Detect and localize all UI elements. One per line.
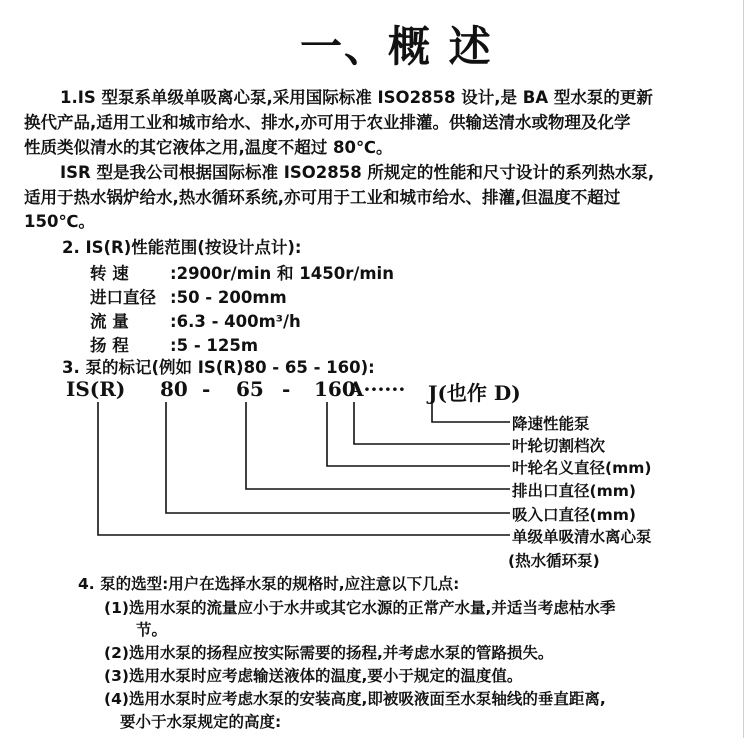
s2-head-value: :5 - 125m bbox=[170, 336, 259, 355]
s1-p2-line3: 150℃。 bbox=[24, 212, 95, 231]
code-impeller: 160 bbox=[314, 377, 356, 401]
label-inlet-diameter: 吸入口直径(mm) bbox=[512, 506, 636, 524]
s1-p1-line2: 换代产品,适用工业和城市给水、排水,亦可用于农业排灌。供输送清水或物理及化学 bbox=[24, 113, 631, 132]
s2-speed-value: :2900r/min 和 1450r/min bbox=[170, 264, 394, 283]
code-outlet: 65 bbox=[236, 377, 264, 401]
s3-heading: 3. 泵的标记(例如 IS(R)80 - 65 - 160): bbox=[62, 358, 375, 377]
code-dash-1: - bbox=[202, 377, 211, 401]
s2-flow-value: :6.3 - 400m³/h bbox=[170, 312, 301, 331]
leader-speed-variant bbox=[432, 402, 510, 422]
s2-heading: 2. IS(R)性能范围(按设计点计): bbox=[62, 238, 302, 257]
s2-inlet-label: 进口直径 bbox=[90, 288, 156, 307]
s2-head-label: 扬 程 bbox=[90, 336, 129, 355]
s1-p2-line2: 适用于热水锅炉给水,热水循环系统,亦可用于工业和城市给水、排灌,但温度不超过 bbox=[24, 188, 621, 207]
s2-flow-label: 流 量 bbox=[90, 312, 129, 331]
s1-p1-line3: 性质类似清水的其它液体之用,温度不超过 80℃。 bbox=[24, 138, 393, 157]
label-impeller-diameter: 叶轮名义直径(mm) bbox=[512, 459, 652, 477]
s4-item4-line1: (4)选用水泵时应考虑水泵的安装高度,即被吸液面至水泵轴线的垂直距离, bbox=[104, 690, 606, 708]
code-dash-2: - bbox=[282, 377, 291, 401]
s1-p1-line1: 1.IS 型泵系单级单吸离心泵,采用国际标准 ISO2858 设计,是 BA 型水泵的更新 bbox=[60, 88, 653, 107]
s4-item2: (2)选用水泵的扬程应按实际需要的扬程,并考虑水泵的管路损失。 bbox=[104, 644, 554, 662]
leader-outlet bbox=[246, 402, 510, 489]
s4-item4-line2: 要小于水泵规定的高度: bbox=[120, 713, 282, 731]
s4-heading: 4. 泵的选型:用户在选择水泵的规格时,应注意以下几点: bbox=[78, 575, 460, 593]
s4-item1-line1: (1)选用水泵的流量应小于水井或其它水源的正常产水量,并适当考虑枯水季 bbox=[104, 599, 616, 617]
s4-item3: (3)选用水泵时应考虑输送液体的温度,要小于规定的温度值。 bbox=[104, 667, 523, 685]
s4-item1-line2: 节。 bbox=[136, 621, 168, 639]
label-speed-pump: 降速性能泵 bbox=[512, 415, 590, 433]
page-edge-divider bbox=[743, 0, 744, 738]
s1-p2-line1: ISR 型是我公司根据国际标准 ISO2858 所规定的性能和尺寸设计的系列热水泵, bbox=[60, 163, 655, 182]
label-pump-type: 单级单吸清水离心泵 bbox=[512, 528, 652, 546]
code-inlet: 80 bbox=[160, 377, 188, 401]
page-title: 一、概 述 bbox=[300, 22, 493, 71]
s2-speed-label: 转 速 bbox=[90, 264, 129, 283]
label-outlet-diameter: 排出口直径(mm) bbox=[512, 482, 636, 500]
code-model: IS(R) bbox=[66, 377, 126, 401]
code-speed-variant: J(也作 D) bbox=[428, 381, 521, 405]
code-cut-grade: A······ bbox=[348, 377, 406, 401]
label-hot-water-pump: (热水循环泵) bbox=[508, 552, 600, 570]
s2-inlet-value: :50 - 200mm bbox=[170, 288, 287, 307]
label-cut-grade: 叶轮切割档次 bbox=[512, 437, 606, 455]
leader-inlet bbox=[166, 402, 510, 513]
